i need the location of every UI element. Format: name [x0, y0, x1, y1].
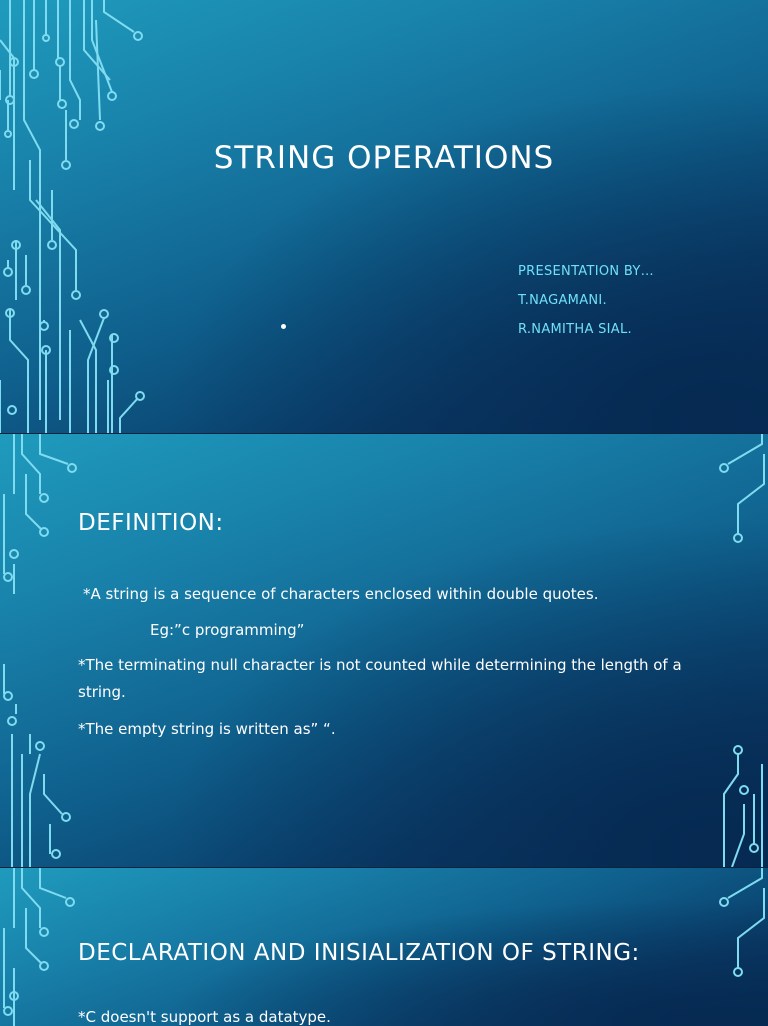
circuit-decoration-left [0, 0, 160, 433]
definition-line-3: *The empty string is written as” “. [78, 720, 336, 738]
slide-definition [0, 434, 768, 867]
circuit-decoration-right [698, 868, 768, 1026]
circuit-decoration-right [698, 434, 768, 867]
presentation-title: STRING OPERATIONS [213, 140, 555, 176]
slide-declaration [0, 868, 768, 1026]
presenter-label: PRESENTATION BY… [518, 264, 654, 279]
slide-title [0, 0, 768, 433]
circuit-decoration-left [0, 434, 90, 867]
presenter-name-2: R.NAMITHA SIAL. [518, 322, 632, 337]
declaration-line-1: *C doesn't support as a datatype. [78, 1008, 331, 1026]
section-heading: DEFINITION: [78, 510, 224, 536]
definition-line-2a: *The terminating null character is not counted while determining the length of a [78, 656, 682, 674]
presenter-name-1: T.NAGAMANI. [518, 293, 607, 308]
example-line: Eg:”c programming” [150, 621, 305, 639]
circuit-decoration-left [0, 868, 90, 1026]
definition-line-1: *A string is a sequence of characters enclosed within double quotes. [83, 585, 599, 603]
bullet-dot [281, 324, 286, 329]
definition-line-2b: string. [78, 683, 126, 701]
section-heading: DECLARATION AND INISIALIZATION OF STRING: [78, 940, 640, 966]
